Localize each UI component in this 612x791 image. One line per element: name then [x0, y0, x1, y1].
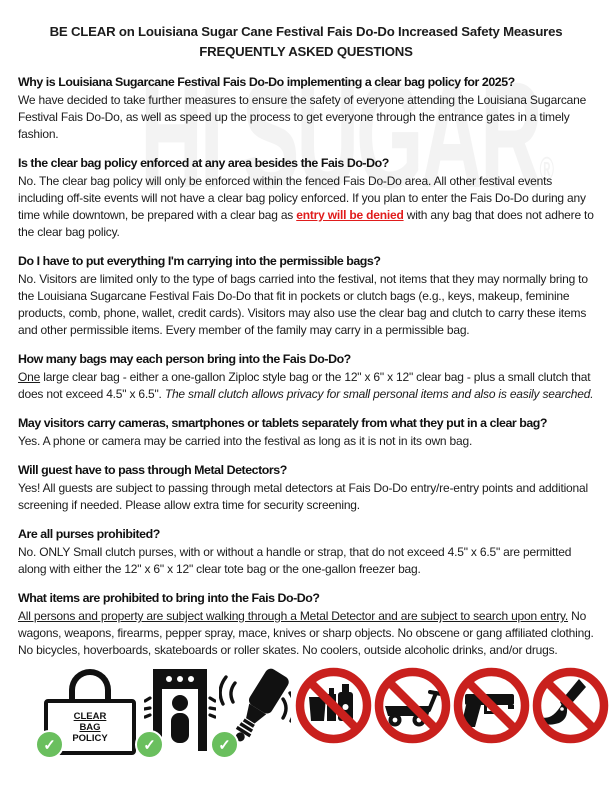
- answer-segment: We have decided to take further measures to ensure the safety of everyone attending the Louisiana Sugarcane Festival Fais Do-Do, as well as speed up the process to get everyone through the entrance gates in a timely fashion.: [18, 93, 587, 141]
- answer-segment: All persons and property are subject walking through a Metal Detector and are subject to search upon entry.: [18, 609, 569, 623]
- faq-question: Is the clear bag policy enforced at any area besides the Fais Do-Do?: [18, 156, 389, 170]
- faq-answer: [18, 608, 594, 659]
- no-wagons-icon: [374, 667, 451, 744]
- answer-segment: No. Visitors are limited only to the type of bags carried into the festival, not items that they may normally bring to the Louisiana Sugarcane Festival Fais Do-Do that fit in pockets or clutch bags (e.g., keys, makeup, feminine products, comb, phone, wallet, credit cards). Visitors may also use the clear bag and clutch to carry these items and other permissible items. Every member of the family may carry in a permissible bag.: [18, 272, 588, 337]
- check-icon: ✓: [35, 730, 64, 759]
- safety-icon-row: [0, 665, 612, 755]
- faq-item: [18, 155, 594, 241]
- faq-question: Why is Louisiana Sugarcane Festival Fais Do-Do implementing a clear bag policy for 2025?: [18, 75, 515, 89]
- answer-segment: One: [18, 370, 41, 384]
- faq-question: May visitors carry cameras, smartphones or tablets separately from what they put in a clear bag?: [18, 416, 548, 430]
- faq-item: [18, 590, 594, 659]
- faq-answer: [18, 544, 594, 578]
- faq-question: What items are prohibited to bring into the Fais Do-Do?: [18, 591, 320, 605]
- no-firearms-icon: [453, 667, 530, 744]
- faq-answer: [18, 433, 594, 450]
- bag-label-line: BAG: [79, 721, 101, 733]
- clear-bag-icon: [44, 669, 136, 755]
- no-drinks-icon: [295, 667, 372, 744]
- answer-segment: large clear bag - either a one-gallon Ziploc style bag or the 12" x 6" x 12" clear bag - plus a small clutch that does not exceed 4.5" x 6.5".: [18, 370, 591, 401]
- entry-denied-emphasis: entry will be denied: [296, 208, 404, 222]
- answer-segment: No wagons, weapons, firearms, pepper spray, mace, knives or sharp objects. No obscene or gang affiliated clothing. No bicycles, hoverboards, skateboards or roller skates. No coolers, outside alcoholic drinks, and/or drugs.: [18, 609, 594, 657]
- page-title: [18, 22, 594, 62]
- faq-item: [18, 351, 594, 403]
- faq-question: Do I have to put everything I'm carrying into the permissible bags?: [18, 254, 381, 268]
- faq-answer: [18, 92, 594, 143]
- faq-item: [18, 462, 594, 514]
- security-wand-icon: [219, 665, 291, 755]
- no-knives-icon: [532, 667, 609, 744]
- faq-item: [18, 74, 594, 143]
- bag-label-line: POLICY: [72, 732, 108, 744]
- faq-question: Are all purses prohibited?: [18, 527, 160, 541]
- title-line-1: BE CLEAR on Louisiana Sugar Cane Festival Fais Do-Do Increased Safety Measures: [49, 24, 563, 39]
- answer-segment: Yes. A phone or camera may be carried into the festival as long as it is not in its own bag.: [18, 434, 473, 448]
- answer-segment: Yes! All guests are subject to passing through metal detectors at Fais Do-Do entry/re-entry points and additional screening if needed. Please allow extra time for security screening.: [18, 481, 588, 512]
- faq-answer: [18, 173, 594, 241]
- faq-answer: [18, 369, 594, 403]
- answer-segment: No. ONLY Small clutch purses, with or without a handle or strap, that do not exceed 4.5" x 6.5" are permitted along with either the 12" x 6" x 12" clear tote bag or the one-gallon freezer bag.: [18, 545, 572, 576]
- bag-label-line: CLEAR: [73, 710, 107, 722]
- answer-segment: The small clutch allows privacy for small personal items and also is easily searched.: [164, 387, 594, 401]
- faq-question: Will guest have to pass through Metal Detectors?: [18, 463, 287, 477]
- answer-segment: with any bag that does not adhere to the clear bag policy.: [18, 208, 594, 239]
- check-icon: ✓: [135, 730, 164, 759]
- answer-segment: No. The clear bag policy will only be enforced within the fenced Fais Do-Do area. All other festival events including off-site events will not have a clear bag policy enforced. If you plan to enter the Fais Do-Do during any time while downtown, be prepared with a clear bag as: [18, 174, 586, 222]
- faq-answer: [18, 480, 594, 514]
- faq-item: [18, 526, 594, 578]
- check-icon: ✓: [210, 730, 239, 759]
- title-line-2: FREQUENTLY ASKED QUESTIONS: [199, 44, 413, 59]
- faq-item: [18, 253, 594, 339]
- faq-item: [18, 415, 594, 450]
- faq-answer: [18, 271, 594, 339]
- metal-detector-icon: [144, 665, 216, 755]
- faq-question: How many bags may each person bring into the Fais Do-Do?: [18, 352, 351, 366]
